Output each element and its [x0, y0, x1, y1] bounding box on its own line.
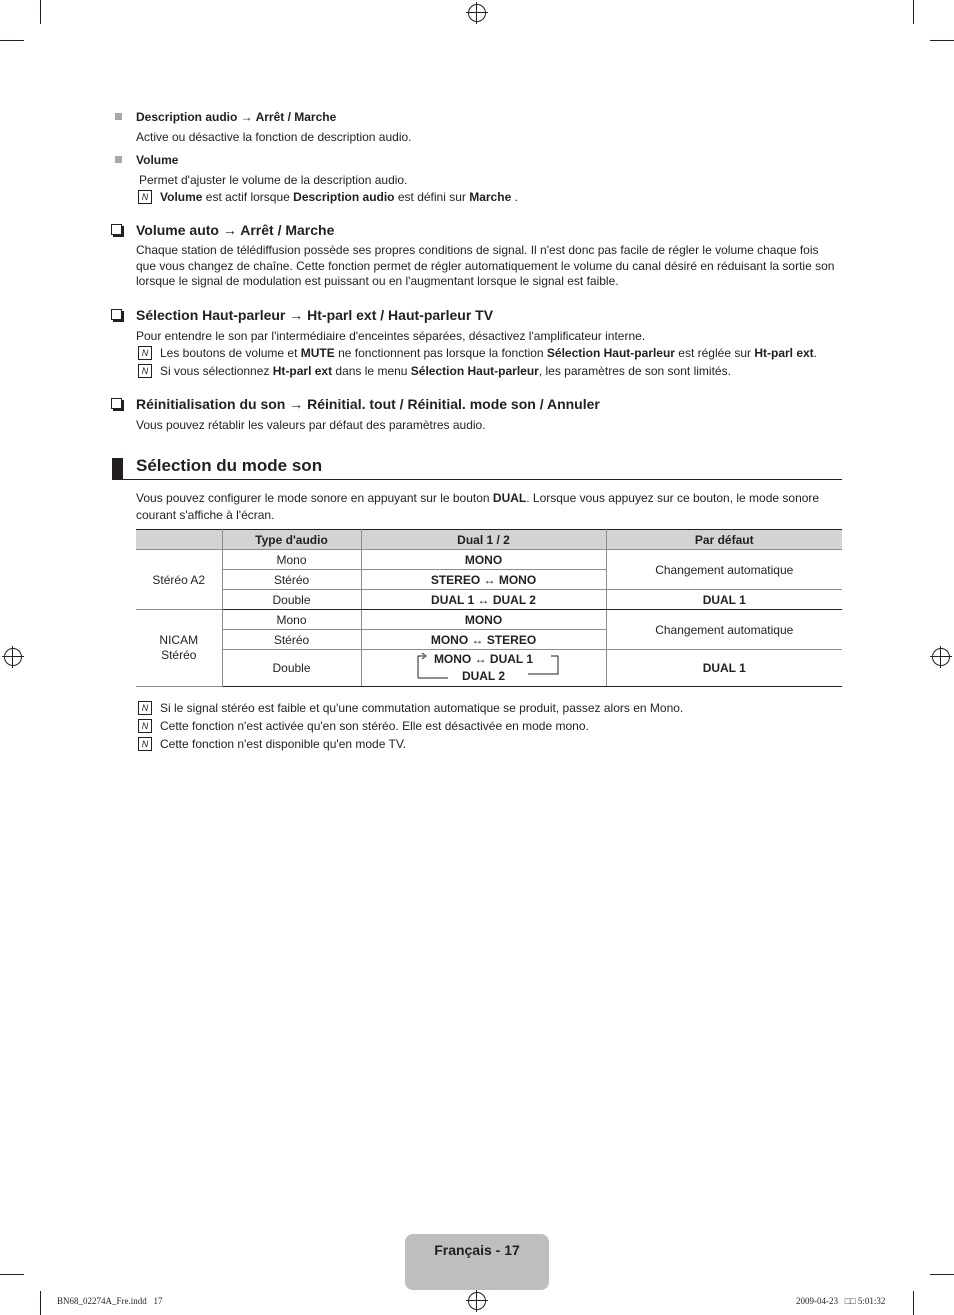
table-cell: Mono	[222, 550, 361, 570]
table-header-cell: Dual 1 / 2	[361, 530, 606, 550]
cycle-line-2: DUAL 2	[461, 669, 506, 683]
volume-title: Volume	[136, 153, 179, 167]
speaker-title: Sélection Haut-parleur → Ht-parl ext / Haut-parleur TV	[136, 307, 494, 323]
volume-auto-text: Chaque station de télédiffusion possède ses propres conditions de signal. Il n'est donc pas facile de régler le volume chaque fois que vous changez de chaîne. Cette fonction permet de régler automatiquement le volume du canal désiré en réduisant la sortie son lorsque le signal de modulation est puissant ou en l'augmentant lorsque le signal est faible.	[136, 243, 835, 288]
table-group-label	[136, 610, 222, 687]
mode-note-2: Cette fonction n'est activée qu'en son stéréo. Elle est désactivée en mode mono.	[160, 719, 589, 733]
table-header-cell: Par défaut	[606, 530, 842, 550]
table-row	[136, 650, 842, 687]
volume-text: Permet d'ajuster le volume de la description audio.	[139, 173, 408, 187]
table-group-label-line: Stéréo	[161, 648, 197, 662]
desc-audio-title: Description audio → Arrêt / Marche	[136, 110, 337, 124]
table-header-row	[136, 530, 842, 550]
desc-audio-text: Active ou désactive la fonction de description audio.	[136, 130, 412, 144]
note-icon: N	[138, 364, 152, 378]
note-icon: N	[138, 190, 152, 204]
table-header-cell: Type d'audio	[222, 530, 361, 550]
sound-mode-table	[136, 529, 842, 687]
table-group-label: Stéréo A2	[136, 550, 222, 610]
cycle-line-1: MONO ↔ DUAL 1	[433, 652, 534, 666]
table-cell: Stéréo	[222, 630, 361, 650]
registration-mark-icon	[4, 648, 22, 666]
crop-mark	[913, 1291, 914, 1315]
table-row	[136, 550, 842, 570]
registration-mark-icon	[932, 648, 950, 666]
mode-intro: Vous pouvez configurer le mode sonore en appuyant sur le bouton DUAL. Lorsque vous appuyez sur ce bouton, le mode sonore courant s'affiche à l'écran.	[136, 491, 820, 522]
page-number: Français - 17	[434, 1242, 520, 1258]
table-cell: DUAL 1	[606, 590, 842, 610]
mode-note-3: Cette fonction n'est disponible qu'en mode TV.	[160, 737, 407, 751]
table-cell: Mono	[222, 610, 361, 630]
note-icon: N	[138, 719, 152, 733]
crop-mark	[930, 40, 954, 41]
crop-mark	[0, 1274, 24, 1275]
table-cell: Stéréo	[222, 570, 361, 590]
speaker-note-2: Si vous sélectionnez Ht-parl ext dans le menu Sélection Haut-parleur, les paramètres de son sont limités.	[160, 364, 731, 378]
table-cell-auto: Changement automatique	[606, 610, 842, 650]
volume-auto-title: Volume auto → Arrêt / Marche	[136, 222, 335, 238]
checkbox-bullet-icon	[111, 309, 122, 320]
speaker-note-1: Les boutons de volume et MUTE ne fonctionnent pas lorsque la fonction Sélection Haut-parleur est réglée sur Ht-parl ext.	[160, 346, 818, 360]
note-icon: N	[138, 737, 152, 751]
volume-note: Volume est actif lorsque Description audio est défini sur Marche .	[160, 190, 518, 204]
table-header-blank	[136, 530, 222, 550]
reset-title: Réinitialisation du son → Réinitial. tout / Réinitial. mode son / Annuler	[136, 396, 600, 412]
registration-mark-icon	[468, 1292, 486, 1310]
print-date: 2009-04-23 □□ 5:01:32	[796, 1296, 886, 1306]
crop-mark	[40, 1291, 41, 1315]
section-heading-bar-icon	[112, 458, 123, 479]
table-cell: DUAL 1 ↔ DUAL 2	[361, 590, 606, 610]
table-cell: MONO ↔ STEREO	[361, 630, 606, 650]
table-cell: STEREO ↔ MONO	[361, 570, 606, 590]
section-divider	[112, 479, 842, 480]
checkbox-bullet-icon	[111, 224, 122, 235]
table-cell-cycle	[361, 650, 606, 687]
mode-note-1: Si le signal stéréo est faible et qu'une commutation automatique se produit, passez alors en Mono.	[160, 701, 684, 715]
reset-text: Vous pouvez rétablir les valeurs par défaut des paramètres audio.	[136, 418, 486, 432]
note-icon: N	[138, 346, 152, 360]
crop-mark	[913, 0, 914, 24]
bullet-square-icon	[115, 156, 122, 163]
section-heading: Sélection du mode son	[136, 456, 323, 475]
table-cell: Double	[222, 590, 361, 610]
file-info: BN68_02274A_Fre.indd 17	[57, 1296, 163, 1306]
speaker-text: Pour entendre le son par l'intermédiaire d'enceintes séparées, désactivez l'amplificateur interne.	[136, 329, 646, 343]
registration-mark-icon	[468, 4, 486, 22]
table-group-label-line: NICAM	[159, 633, 199, 647]
bullet-square-icon	[115, 113, 122, 120]
table-cell: Double	[222, 650, 361, 687]
table-row	[136, 590, 842, 610]
crop-mark	[40, 0, 41, 24]
crop-mark	[0, 40, 24, 41]
table-cell: MONO	[361, 550, 606, 570]
table-cell-auto: Changement automatique	[606, 550, 842, 590]
table-cell: MONO	[361, 610, 606, 630]
checkbox-bullet-icon	[111, 398, 122, 409]
table-row	[136, 610, 842, 630]
table-cell: DUAL 1	[606, 650, 842, 687]
crop-mark	[930, 1274, 954, 1275]
note-icon: N	[138, 701, 152, 715]
